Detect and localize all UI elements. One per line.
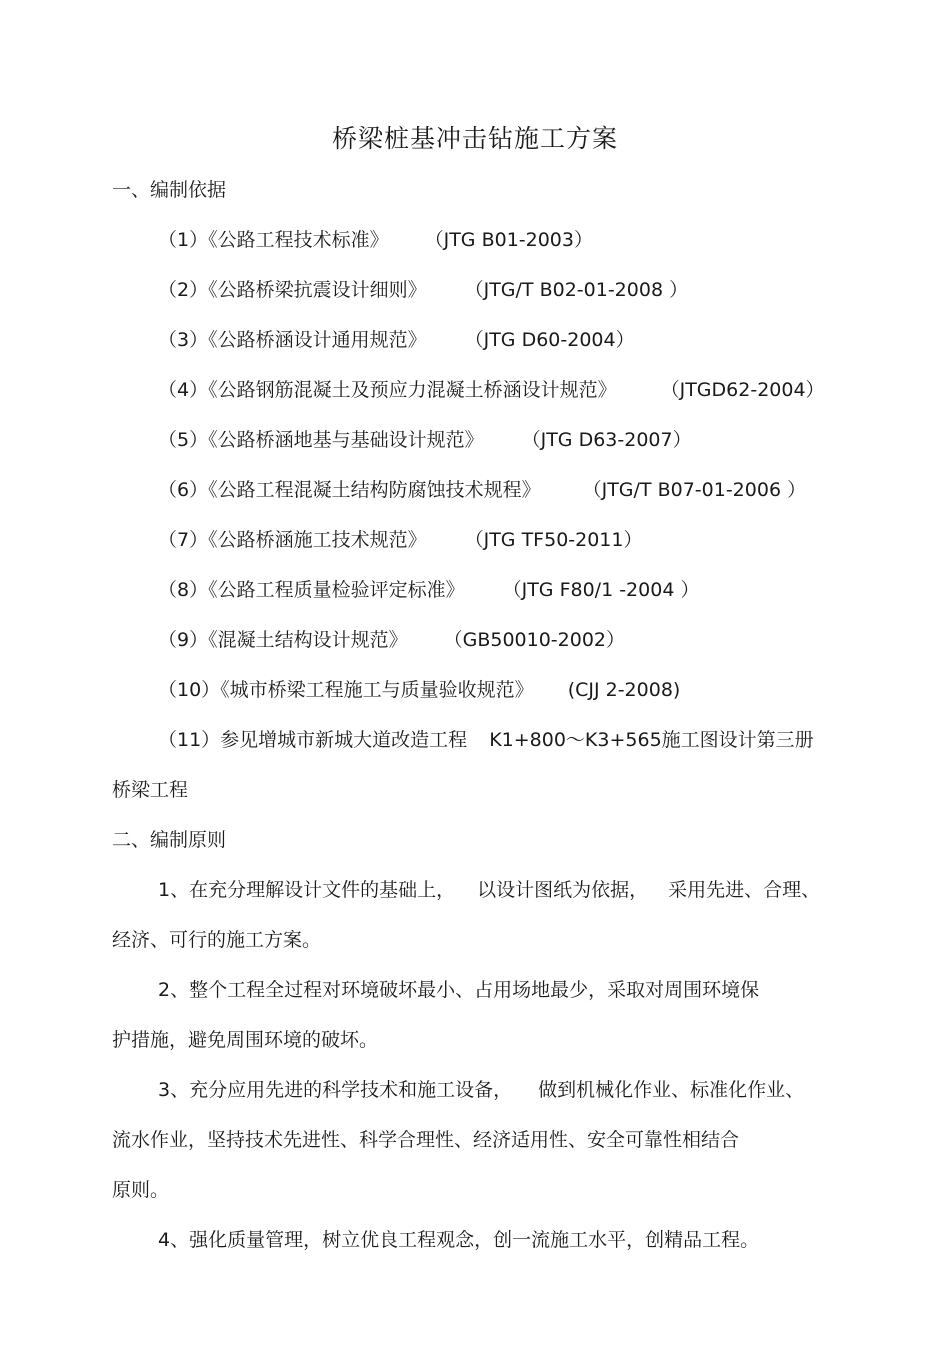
reference-text: K1+800～K3+565施工图设计第三册	[489, 729, 814, 751]
paragraph-continuation: 护措施，避免周围环境的破坏。	[112, 1029, 379, 1051]
reference-item	[158, 326, 635, 354]
reference-code: （JTG/T B07-01-2006 ）	[582, 479, 807, 501]
reference-name: （6）《公路工程混凝土结构防腐蚀技术规程》	[158, 479, 541, 501]
reference-code: （JTGD62-2004）	[660, 379, 825, 401]
reference-item	[158, 576, 699, 604]
reference-name: （1）《公路工程技术标准》	[158, 229, 389, 251]
reference-item	[158, 426, 692, 454]
reference-item	[158, 526, 643, 554]
reference-name: （5）《公路桥涵地基与基础设计规范》	[158, 429, 484, 451]
reference-code: （JTG D60-2004）	[464, 329, 635, 351]
paragraph: 2、整个工程全过程对环境破坏最小、占用场地最少，采取对周围环境保	[158, 979, 760, 1001]
paragraph: 4、强化质量管理，树立优良工程观念，创一流施工水平，创精品工程。	[158, 1229, 760, 1251]
reference-item	[158, 226, 593, 254]
paragraph-continuation: 流水作业，坚持技术先进性、科学合理性、经济适用性、安全可靠性相结合	[112, 1129, 740, 1151]
reference-code: （JTG F80/1 -2004 ）	[502, 579, 700, 601]
paragraph	[158, 876, 820, 904]
reference-name: （8）《公路工程质量检验评定标准》	[158, 579, 465, 601]
reference-code: （JTG/T B02-01-2008 ）	[464, 279, 689, 301]
reference-code: （JTG TF50-2011）	[464, 529, 643, 551]
reference-item	[158, 676, 680, 704]
reference-name: （10）《城市桥梁工程施工与质量验收规范》	[158, 679, 534, 701]
paragraph	[158, 1076, 804, 1104]
reference-item	[158, 476, 806, 504]
reference-item	[158, 376, 825, 404]
reference-text: （11）参见增城市新城大道改造工程	[158, 729, 468, 751]
reference-item	[158, 626, 625, 654]
reference-name: （3）《公路桥涵设计通用规范》	[158, 329, 427, 351]
section-heading-principles: 二、编制原则	[112, 829, 227, 851]
reference-code: （JTG B01-2003）	[424, 229, 593, 251]
section-heading-basis: 一、编制依据	[112, 179, 227, 201]
reference-continuation: 桥梁工程	[112, 779, 189, 801]
document-title: 桥梁桩基冲击钻施工方案	[331, 124, 618, 153]
paragraph-text: 以设计图纸为依据，	[477, 879, 649, 901]
reference-name: （4）《公路钢筋混凝土及预应力混凝土桥涵设计规范》	[158, 379, 617, 401]
reference-code: （JTG D63-2007）	[521, 429, 692, 451]
reference-item	[158, 726, 814, 754]
reference-item	[158, 276, 688, 304]
paragraph-text: 3、充分应用先进的科学技术和施工设备，	[158, 1079, 513, 1101]
reference-code: （GB50010-2002）	[443, 629, 626, 651]
paragraph-text: 1、在充分理解设计文件的基础上，	[158, 879, 456, 901]
reference-code: (CJJ 2-2008)	[567, 679, 681, 701]
paragraph-text: 采用先进、合理、	[668, 879, 821, 901]
reference-name: （2）《公路桥梁抗震设计细则》	[158, 279, 427, 301]
paragraph-text: 做到机械化作业、标准化作业、	[538, 1079, 805, 1101]
reference-name: （7）《公路桥涵施工技术规范》	[158, 529, 427, 551]
paragraph-continuation: 经济、可行的施工方案。	[112, 929, 322, 951]
reference-name: （9）《混凝土结构设计规范》	[158, 629, 408, 651]
paragraph-continuation: 原则。	[112, 1179, 170, 1201]
